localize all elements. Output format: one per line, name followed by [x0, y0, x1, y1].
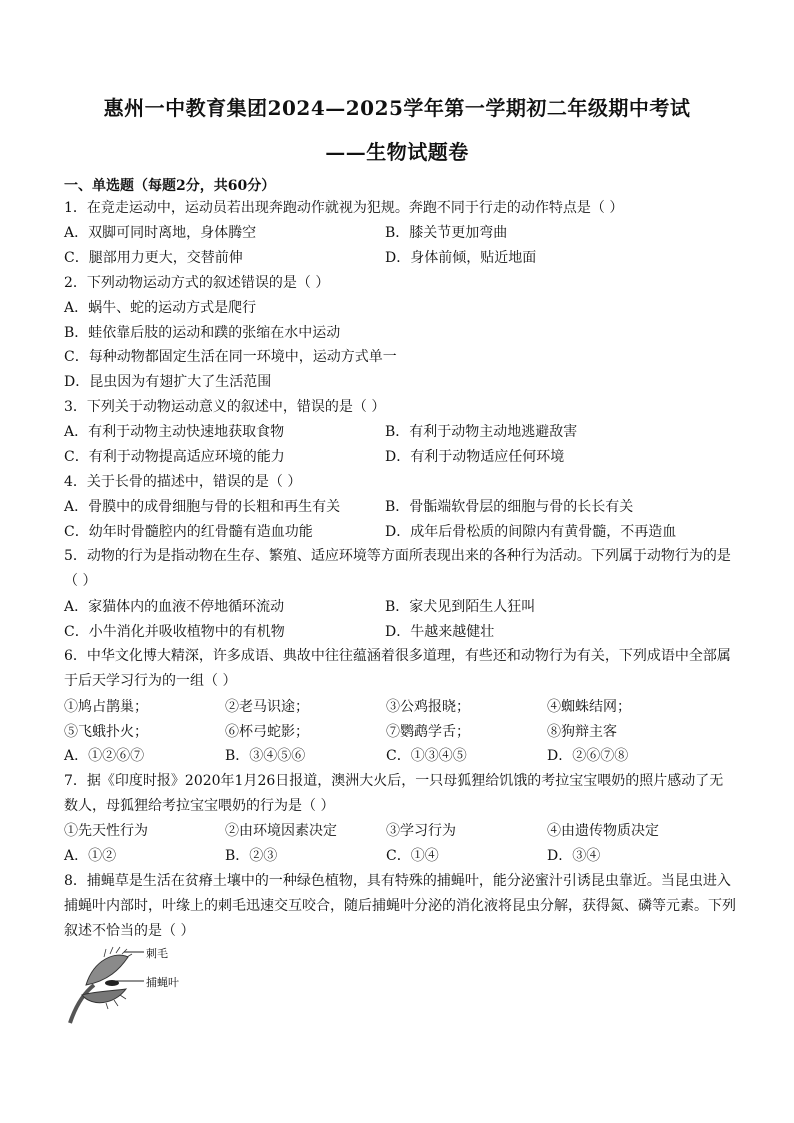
q7-option-b: B．②③: [225, 848, 278, 864]
q2-option-a: A．蜗牛、蛇的运动方式是爬行: [64, 300, 257, 316]
q1-option-d: D．身体前倾，贴近地面: [385, 250, 537, 266]
q6-item-1: ①鸠占鹊巢；: [64, 699, 148, 715]
q4-option-a: A．骨膜中的成骨细胞与骨的长粗和再生有关: [64, 499, 341, 515]
q6-item-6: ⑥杯弓蛇影；: [225, 724, 309, 740]
q6-option-b: B．③④⑤⑥: [225, 748, 306, 764]
q3-option-d: D．有利于动物适应任何环境: [385, 449, 565, 465]
section-heading: 一、单选题（每题2分，共60分）: [64, 178, 276, 194]
question-5-stem: 5．动物的行为是指动物在生存、繁殖、适应环境等方面所表现出来的各种行为活动。下列属于动物行为的是（ ）: [64, 548, 731, 589]
question-1-stem: 1．在竞走运动中，运动员若出现奔跑动作就视为犯规。奔跑不同于行走的动作特点是（ ）: [64, 200, 624, 216]
label-hair: 刺毛: [146, 947, 168, 960]
exam-title: 惠州一中教育集团2024—2025学年第一学期初二年级期中考试: [103, 96, 691, 120]
q3-option-b: B．有利于动物主动地逃避敌害: [385, 424, 578, 440]
q1-option-b: B．膝关节更加弯曲: [385, 225, 508, 241]
q3-option-a: A．有利于动物主动快速地获取食物: [64, 424, 285, 440]
q5-option-a: A．家猫体内的血液不停地循环流动: [64, 599, 285, 615]
q7-option-d: D．③④: [547, 848, 601, 864]
question-7-stem: 7．据《印度时报》2020年1月26日报道，澳洲大火后，一只母狐狸给饥饿的考拉宝宝喂奶的照片感动了无数人，母狐狸给考拉宝宝喂奶的行为是（ ）: [64, 773, 724, 814]
q6-item-5: ⑤飞蛾扑火；: [64, 724, 148, 740]
question-2-stem: 2．下列动物运动方式的叙述错误的是（ ）: [64, 275, 330, 291]
question-6-stem: 6．中华文化博大精深，许多成语、典故中往往蕴涵着很多道理，有些还和动物行为有关，下列成语中全部属于后天学习行为的一组（ ）: [64, 648, 731, 689]
question-3-stem: 3．下列关于动物运动意义的叙述中，错误的是（ ）: [64, 399, 386, 415]
q6-item-2: ②老马识途；: [225, 699, 309, 715]
q1-option-c: C．腿部用力更大，交替前伸: [64, 250, 243, 266]
q2-option-c: C．每种动物都固定生活在同一环境中，运动方式单一: [64, 349, 397, 365]
question-8-stem: 8．捕蝇草是生活在贫瘠土壤中的一种绿色植物，具有特殊的捕蝇叶，能分泌蜜汁引诱昆虫靠近。当昆虫进入捕蝇叶内部时，叶缘上的刺毛迅速交互咬合，随后捕蝇叶分泌的消化液将昆虫分解，获得氮、磷等元素。下列叙述不恰当的是（ ）: [64, 873, 736, 939]
q2-option-b: B．蛙依靠后肢的运动和蹼的张缩在水中运动: [64, 325, 341, 341]
label-trap-leaf: 捕蝇叶: [146, 976, 179, 989]
q5-option-b: B．家犬见到陌生人狂叫: [385, 599, 536, 615]
q6-item-3: ③公鸡报晓；: [386, 699, 470, 715]
q5-option-d: D．牛越来越健壮: [385, 624, 495, 640]
q7-item-3: ③学习行为: [386, 823, 456, 839]
q7-option-c: C．①④: [386, 848, 439, 864]
q1-option-a: A．双脚可同时离地，身体腾空: [64, 225, 257, 241]
q5-option-c: C．小牛消化并吸收植物中的有机物: [64, 624, 285, 640]
venus-flytrap-figure: [64, 945, 194, 1027]
question-4-stem: 4．关于长骨的描述中，错误的是（ ）: [64, 474, 302, 490]
q2-option-d: D．昆虫因为有翅扩大了生活范围: [64, 374, 272, 390]
q4-option-d: D．成年后骨松质的间隙内有黄骨髓，不再造血: [385, 524, 677, 540]
exam-subtitle: ——生物试题卷: [325, 140, 469, 164]
q7-item-4: ④由遗传物质决定: [547, 823, 659, 839]
q7-item-2: ②由环境因素决定: [225, 823, 337, 839]
q4-option-b: B．骨骺端软骨层的细胞与骨的长长有关: [385, 499, 634, 515]
q4-option-c: C．幼年时骨髓腔内的红骨髓有造血功能: [64, 524, 313, 540]
q7-item-1: ①先天性行为: [64, 823, 148, 839]
q6-item-8: ⑧狗辩主客: [547, 724, 617, 740]
q6-option-a: A．①②⑥⑦: [64, 748, 145, 764]
q6-item-7: ⑦鹦鹉学舌；: [386, 724, 470, 740]
q6-option-d: D．②⑥⑦⑧: [547, 748, 629, 764]
q6-option-c: C．①③④⑤: [386, 748, 467, 764]
q3-option-c: C．有利于动物提高适应环境的能力: [64, 449, 285, 465]
q6-item-4: ④蜘蛛结网；: [547, 699, 631, 715]
q7-option-a: A．①②: [64, 848, 117, 864]
